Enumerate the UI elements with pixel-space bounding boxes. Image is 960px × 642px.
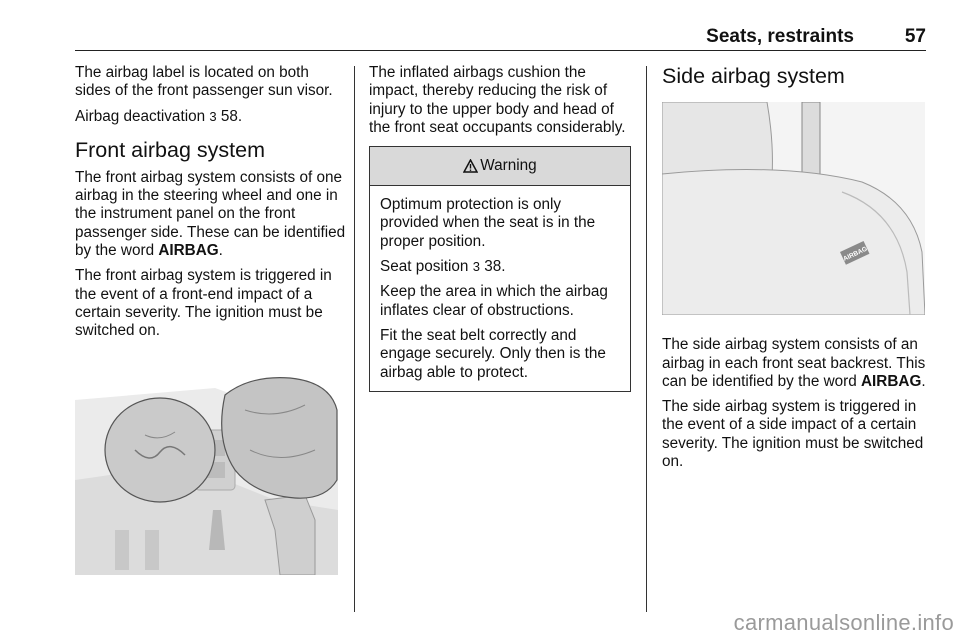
reference-arrow-icon: 3 <box>472 259 480 275</box>
cross-reference-text: Seat position <box>380 258 469 276</box>
paragraph: Fit the seat belt correctly and engage securely. Only then is the airbag able to protect. <box>380 326 606 381</box>
paragraph: The airbag label is located on both sides of the front passenger sun visor. <box>75 64 333 100</box>
column-2 <box>369 64 631 392</box>
column-divider <box>646 66 647 612</box>
paragraph-text: The front airbag system consists of one airbag in the steering wheel and one in the instrument panel on the front passenger side. These can be identified by the word <box>75 168 346 260</box>
side-airbag-seat-illustration <box>662 102 925 315</box>
section-heading: Front airbag system <box>75 137 265 162</box>
cross-reference-text: Airbag deactivation <box>75 107 206 125</box>
paragraph-text: The side airbag system consists of an airbag in each front seat backrest. This can be identified by the word <box>662 336 926 390</box>
page-number: 57 <box>904 26 926 47</box>
paragraph: The side airbag system is triggered in the event of a side impact of a certain severity. The ignition must be switched on. <box>662 398 924 471</box>
paragraph: The front airbag system is triggered in the event of a front-end impact of a certain severity. The ignition must be switched on. <box>75 267 332 340</box>
section-heading: Side airbag system <box>662 64 845 88</box>
seat-airbag-label: AIRBAG <box>842 245 869 263</box>
cross-reference-link[interactable]: 38. <box>484 258 506 276</box>
paragraph: Keep the area in which the airbag inflates clear of obstructions. <box>380 283 608 319</box>
warning-box <box>369 146 631 392</box>
warning-header <box>370 147 630 186</box>
column-1 <box>75 64 347 580</box>
paragraph <box>380 258 620 276</box>
page-header <box>75 22 926 51</box>
paragraph: Optimum protection is only provided when the seat is in the proper position. <box>380 196 596 250</box>
paragraph-end: . <box>218 242 223 260</box>
bold-term: AIRBAG <box>158 242 219 260</box>
warning-title: Warning <box>480 157 537 175</box>
column-3 <box>662 64 928 478</box>
reference-arrow-icon: 3 <box>209 108 217 124</box>
bold-term: AIRBAG <box>861 372 922 390</box>
warning-triangle-icon <box>463 159 478 173</box>
warning-body <box>370 186 630 391</box>
paragraph <box>75 169 347 260</box>
front-airbag-illustration <box>75 370 338 575</box>
watermark: carmanualsonline.info <box>733 610 954 635</box>
column-divider <box>354 66 355 612</box>
section-title: Seats, restraints <box>706 26 854 47</box>
paragraph <box>662 336 928 391</box>
paragraph: The inflated airbags cushion the impact, thereby reducing the risk of injury to the upper body and head of the front seat occupants considerably. <box>369 64 626 136</box>
cross-reference-link[interactable]: 58. <box>220 107 243 125</box>
paragraph <box>75 108 347 126</box>
paragraph-end: . <box>921 372 926 390</box>
